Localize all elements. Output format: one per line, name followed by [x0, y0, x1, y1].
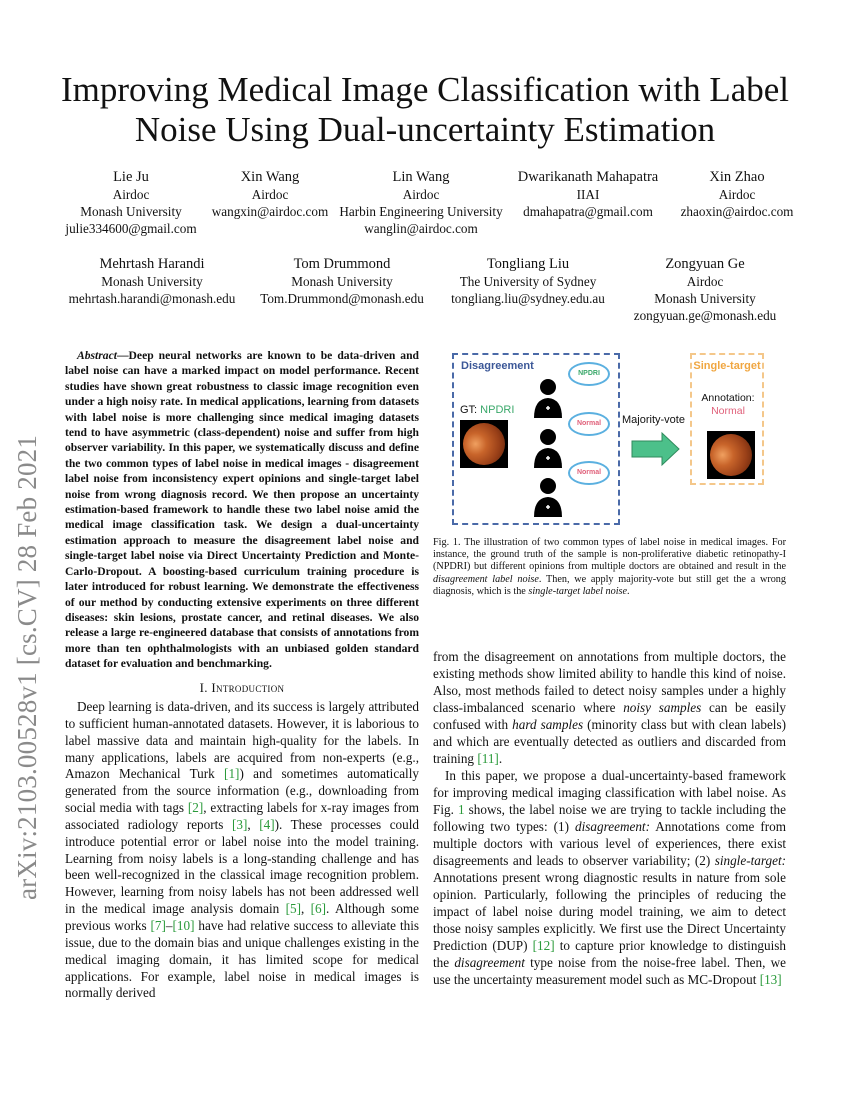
- speech-bubble: NPDRI: [568, 362, 610, 386]
- doctor-icon: [532, 477, 564, 517]
- fundus-image-annotated: [707, 431, 755, 479]
- emphasis: noisy samples: [623, 700, 702, 715]
- abstract-label: Abstract: [77, 349, 117, 362]
- annotation-value: Normal: [711, 405, 745, 417]
- intro-left-column: [65, 699, 419, 1002]
- author-name: Tom Drummond: [293, 256, 391, 272]
- author-affiliation: wanglin@airdoc.com: [364, 221, 478, 236]
- gt-value: NPDRI: [480, 404, 515, 416]
- author-affiliation: julie334600@gmail.com: [65, 221, 197, 236]
- gt-label: [460, 404, 514, 416]
- author-affiliation: zhaoxin@airdoc.com: [680, 204, 794, 219]
- author-affiliation: Monash University: [654, 291, 756, 306]
- author-name: Tongliang Liu: [486, 256, 570, 272]
- citation-link[interactable]: [2]: [187, 800, 204, 816]
- citation-link[interactable]: [13]: [759, 972, 782, 987]
- author-affiliation: Monash University: [101, 274, 203, 289]
- citation-link[interactable]: [11]: [477, 751, 499, 766]
- emphasis: single-target label noise: [528, 585, 628, 597]
- emphasis: single-target:: [714, 853, 786, 868]
- arrow-right-icon: [631, 431, 681, 467]
- author-name: Lie Ju: [113, 169, 149, 185]
- paper-title: Improving Medical Image Classification with Label Noise Using Dual-uncertainty Estimation: [61, 70, 789, 149]
- citation-link[interactable]: [10]: [172, 917, 195, 933]
- single-target-label: Single-target: [693, 360, 761, 372]
- citation-link[interactable]: [3]: [231, 816, 248, 832]
- citation-link[interactable]: [4]: [259, 816, 275, 832]
- author-affiliation: Airdoc: [686, 274, 724, 289]
- author-name: Dwarikanath Mahapatra: [517, 169, 659, 185]
- majority-vote-label: Majority-vote: [622, 414, 685, 426]
- author-affiliation: Tom.Drummond@monash.edu: [260, 291, 424, 306]
- author-name: Xin Zhao: [709, 169, 765, 185]
- author-affiliation: dmahapatra@gmail.com: [523, 204, 653, 219]
- arxiv-identifier: arXiv:2103.00528v1 [cs.CV] 28 Feb 2021: [12, 434, 42, 900]
- author-affiliation: wangxin@airdoc.com: [211, 204, 329, 219]
- emphasis: disagreement: [454, 955, 525, 970]
- citation-link[interactable]: [1]: [224, 766, 240, 782]
- abstract: [65, 348, 419, 672]
- author-affiliation: Airdoc: [251, 187, 289, 202]
- paragraph: In this paper, we propose a dual-uncertainty-based framework for improving medical imaging classification with label noise. As Fig. 1 shows, the label noise we are trying to tackle including the following two types: (1) disagreement: Annotations come from multiple doctors with various level of experiences, there exist disagreements and leads to observer variability; (2) single-target: Annotations present wrong diagnostic results in nature from sole opinion. Particularly, following the principles of reducing the impact of label noise during model training, we aim to detect those noisy samples explicitly. We first use the Direct Uncertainty Prediction (DUP) [12] to capture prior knowledge to distinguish the disagreement type noise from the noise-free label. Then, we use the uncertainty measurement model such as MC-Dropout [13]: [433, 768, 786, 987]
- doctor-icon: [532, 378, 564, 418]
- abstract-text: —Deep neural networks are known to be data-driven and label noise can have a marked impact on model performance. Recent studies have shown great robustness to classic image recognition even under a high noisy rate. In medical applications, learning from datasets with label noise is more challenging since medical imaging datasets tend to have asymmetric (class-dependent) noise and suffer from high observer variability. In this paper, we systematically discuss and define the two common types of label noise in medical images - disagreement label noise from inconsistency expert opinions and single-target label noise from wrong diagnosis record. We then propose an uncertainty estimation-based framework to handle these two label noise amid the medical image classification task. We design a dual-uncertainty estimation approach to measure the disagreement label noise and single-target label noise via Direct Uncertainty Prediction and Monte-Carlo-Dropout. A boosting-based curriculum training procedure is later introduced for robust learning. We demonstrate the effectiveness of our method by conducting extensive experiments on three different diseases: skin lesions, prostate cancer, and retinal diseases. We also release a large re-engineered database that consists of annotations from more than ten ophthalmologists with an unbiased golden standard dataset for evaluation and benchmarking.: [65, 349, 419, 671]
- speech-bubble: Normal: [568, 412, 610, 436]
- author-affiliation: tongliang.liu@sydney.edu.au: [451, 291, 605, 306]
- fundus-image: [460, 420, 508, 468]
- annotation: [692, 392, 764, 418]
- citation-link[interactable]: [7]: [150, 917, 166, 933]
- paragraph: from the disagreement on annotations from multiple doctors, the existing methods show limited ability to handle this kind of noise. Also, most methods failed to detect noisy samples under a highly class-imbalanced scenario where noisy samples can be easily confused with hard samples (minority class but with clean labels) and which are eventually detected as outliers and discarded from training [11].: [433, 649, 786, 766]
- section-heading: I. Introduction: [199, 680, 285, 695]
- citation-link[interactable]: 1: [457, 802, 465, 817]
- speech-bubble: Normal: [568, 461, 610, 485]
- author-name: Zongyuan Ge: [665, 256, 745, 272]
- citation-link[interactable]: [6]: [310, 901, 327, 917]
- author-block: [617, 168, 850, 220]
- author-name: Mehrtash Harandi: [99, 256, 205, 272]
- citation-link[interactable]: [5]: [285, 901, 301, 917]
- author-affiliation: Harbin Engineering University: [339, 204, 503, 219]
- paragraph: Deep learning is data-driven, and its success is largely attributed to sufficient human-annotated datasets. However, it is laborious to label massive data and maintain high-quality for the labels. In many applications, labels are acquired from non-experts (e.g., Amazon Mechanical Turk [1]) and sometimes automatically generated from the source information (e.g., downloading from social media with tags [2], extracting labels for x-ray images from associated radiology reports [3], [4]). These processes could introduce potential error or label noise into the model training. Learning from noisy labels is a long-standing challenge and has been well-recognized in the classical image recognition problem. However, learning from noisy labels has not been addressed well in the medical image analysis domain [5], [6]. Although some previous works [7]–[10] have had relative success to alleviate this issue, due to the domain bias and unique challenges existing in the medical imaging domain, it has limited scope for medical applications. For example, label noise in medical images is normally derived: [65, 699, 420, 1001]
- author-affiliation: Airdoc: [718, 187, 756, 202]
- author-affiliation: The University of Sydney: [459, 274, 597, 289]
- author-affiliation: Monash University: [80, 204, 182, 219]
- intro-right-column: [433, 648, 786, 988]
- gt-prefix: GT:: [460, 404, 481, 416]
- author-name: Xin Wang: [240, 169, 300, 185]
- figure-1: [448, 350, 788, 530]
- emphasis: hard samples: [512, 717, 584, 732]
- disagreement-label: Disagreement: [461, 360, 534, 372]
- author-name: Lin Wang: [392, 169, 450, 185]
- figure-caption: Fig. 1. The illustration of two common types of label noise in medical images. For instance, the ground truth of the sample is non-proliferative diabetic retinopathy-I (NPDRI) but different opinions from multiple doctors are obtained and result in the disagreement label noise. Then, we apply majority-vote but still get the a wrong diagnosis, which is the single-target label noise.: [433, 537, 786, 597]
- author-affiliation: Airdoc: [112, 187, 150, 202]
- author-affiliation: zongyuan.ge@monash.edu: [633, 308, 777, 323]
- citation-link[interactable]: [12]: [532, 938, 555, 953]
- author-affiliation: mehrtash.harandi@monash.edu: [68, 291, 236, 306]
- doctor-icon: [532, 428, 564, 468]
- emphasis: disagreement label noise: [433, 573, 539, 585]
- author-affiliation: Monash University: [291, 274, 393, 289]
- author-affiliation: Airdoc: [402, 187, 440, 202]
- annotation-label: Annotation:: [701, 392, 755, 404]
- author-affiliation: IIAI: [576, 187, 600, 202]
- author-block: [585, 255, 825, 324]
- emphasis: disagreement:: [575, 819, 650, 834]
